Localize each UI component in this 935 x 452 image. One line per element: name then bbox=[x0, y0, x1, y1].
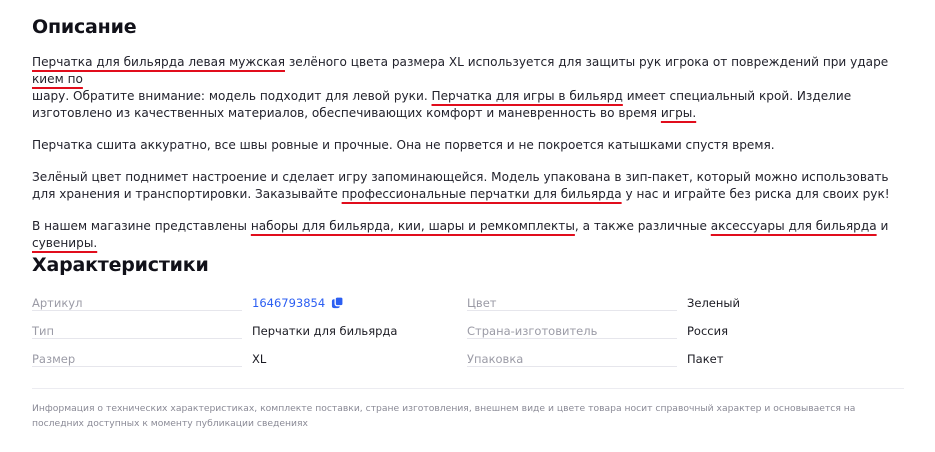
paragraph-text: имеет специальный крой. Изделие изготовлено из качественных материалов, обеспечивающих комфорт и маневренность во время bbox=[32, 89, 852, 120]
section-divider bbox=[32, 388, 904, 389]
disclaimer-note: Информация о технических характеристиках, комплекте поставки, стране изготовления, внешнем виде и цвете товара носит справочный характер и основывается на последних доступных к моменту публикации сведениях bbox=[32, 403, 856, 429]
spec-divider bbox=[32, 366, 242, 367]
spec-divider bbox=[467, 338, 677, 339]
description-paragraph-1 bbox=[32, 54, 904, 122]
paragraph-text: В нашем магазине представлены bbox=[32, 219, 251, 233]
link-left-glove[interactable]: Перчатка для бильярда левая мужская bbox=[32, 55, 285, 69]
link-games[interactable]: игры. bbox=[660, 106, 697, 120]
paragraph-text: , а также различные bbox=[574, 219, 711, 233]
spec-divider bbox=[467, 366, 677, 367]
spec-label: Артикул bbox=[32, 296, 83, 310]
spec-divider bbox=[32, 338, 242, 339]
description-text bbox=[32, 54, 904, 267]
description-title: Описание bbox=[32, 16, 137, 38]
spec-value-type: Перчатки для бильярда bbox=[252, 324, 398, 338]
description-paragraph-2: Перчатка сшита аккуратно, все швы ровные и прочные. Она не порвется и не покроется катышками спустя время. bbox=[32, 138, 775, 152]
spec-value-article[interactable] bbox=[252, 296, 344, 310]
spec-label: Упаковка bbox=[467, 352, 524, 366]
spec-divider bbox=[467, 310, 677, 311]
spec-label: Размер bbox=[32, 352, 76, 366]
specs-title: Характеристики bbox=[32, 254, 209, 276]
description-paragraph-3 bbox=[32, 169, 904, 203]
description-paragraph-4 bbox=[32, 218, 904, 252]
spec-value-size: XL bbox=[252, 352, 267, 366]
spec-row-type bbox=[32, 318, 462, 344]
spec-divider bbox=[32, 310, 242, 311]
spec-label: Тип bbox=[32, 324, 55, 338]
link-billiard-sets[interactable]: наборы для бильярда, кии, шары и ремкомплекты bbox=[250, 219, 575, 233]
spec-row-size bbox=[32, 346, 462, 372]
paragraph-text: Зелёный цвет поднимет настроение и сделает игру запоминающейся. Модель упакована в зип-пакет, который можно использовать для хранения и транспортировки. Заказывайте bbox=[32, 170, 889, 201]
link-cue-ball[interactable]: шару bbox=[32, 89, 66, 103]
link-pro-gloves[interactable]: профессиональные перчатки для бильярда bbox=[341, 187, 622, 201]
link-cue[interactable]: кием по bbox=[32, 72, 83, 86]
spec-row-country bbox=[467, 318, 904, 344]
spec-label: Цвет bbox=[467, 296, 497, 310]
article-number[interactable]: 1646793854 bbox=[252, 296, 326, 310]
paragraph-text: у нас и играйте без риска для своих рук! bbox=[621, 187, 890, 201]
spec-value-color: Зеленый bbox=[687, 296, 740, 310]
link-accessories[interactable]: аксессуары для бильярда bbox=[710, 219, 877, 233]
paragraph-text: и bbox=[876, 219, 889, 233]
copy-icon[interactable] bbox=[331, 296, 344, 309]
spec-label: Страна-изготовитель bbox=[467, 324, 598, 338]
paragraph-text: . Обратите внимание: модель подходит для левой руки. bbox=[65, 89, 432, 103]
link-souvenirs[interactable]: сувениры. bbox=[32, 236, 98, 250]
spec-row-package bbox=[467, 346, 904, 372]
spec-row-article bbox=[32, 290, 462, 316]
spec-value-package: Пакет bbox=[687, 352, 724, 366]
paragraph-text: зелёного цвета размера XL используется для защиты рук игрока от повреждений при ударе bbox=[284, 55, 889, 69]
link-game-glove[interactable]: Перчатка для игры в бильярд bbox=[431, 89, 623, 103]
spec-row-color bbox=[467, 290, 904, 316]
spec-value-country: Россия bbox=[687, 324, 729, 338]
